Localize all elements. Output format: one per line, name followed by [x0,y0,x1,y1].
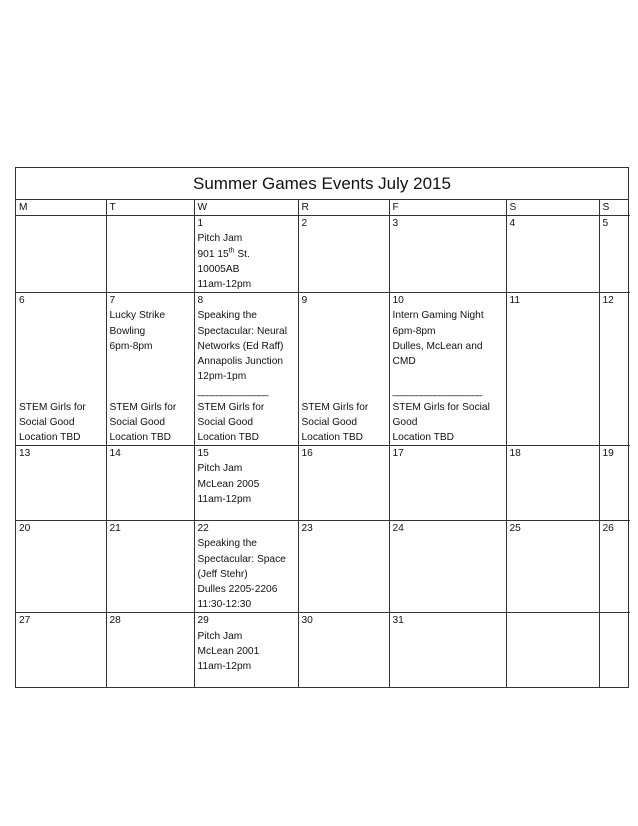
day-cell-top [302,293,386,308]
day-cell-content [603,293,628,445]
day-cell-content [110,216,191,292]
day-cell-top [198,521,295,612]
day-cell-content [302,446,386,520]
day-number: 10 [392,295,404,307]
day-cell [389,293,506,446]
day-cell-top [198,293,295,399]
event-line: Networks (Ed Raff) [197,340,284,352]
day-cell [16,521,106,613]
day-number: 21 [109,523,121,535]
day-cell-content [19,521,103,612]
event-line: Dulles 2205-2206 [197,584,278,596]
day-number: 14 [109,448,121,460]
day-cell-content [393,613,503,687]
day-cell-top [393,521,503,536]
day-cell [298,293,389,446]
day-cell [298,446,389,521]
day-cell-top [110,521,191,536]
day-cell [194,446,298,521]
day-cell-top [302,613,386,628]
day-cell-content [603,216,628,292]
day-cell [298,521,389,613]
day-cell-top [19,521,103,536]
event-line: STEM Girls for [301,401,369,413]
day-cell [106,521,194,613]
day-cell-bottom [393,400,503,446]
event-line: STEM Girls for [19,401,86,413]
day-cell-content [19,446,103,520]
day-cell-content [393,216,503,292]
day-cell-top [603,293,628,308]
calendar-grid [16,200,630,687]
event-line: 6pm-8pm [109,340,153,352]
weekday-header-row [16,200,630,216]
event-line: Pitch Jam [197,233,243,245]
day-cell-top [510,216,596,231]
week-row [16,521,630,613]
event-line: Location TBD [197,432,260,444]
day-number: 17 [392,448,404,460]
day-cell-content [198,293,295,445]
day-cell-content [510,446,596,520]
weekday-header: F [389,200,506,216]
day-cell-top [19,613,103,628]
day-cell [194,293,298,446]
event-line: Intern Gaming Night [392,310,484,322]
day-number: 19 [602,448,614,460]
event-divider: _______________ [197,386,268,398]
day-cell-top [393,446,503,461]
day-cell-bottom [19,400,103,446]
day-cell-bottom [110,400,191,446]
day-cell [389,613,506,687]
day-number: 6 [19,295,25,307]
day-cell [16,293,106,446]
day-number: 7 [109,295,116,307]
day-number: 12 [602,295,614,307]
event-line: 11am-12pm [197,493,252,505]
day-number: 22 [197,523,209,535]
day-number: 29 [197,615,209,627]
day-cell-content [19,613,103,687]
day-cell-content [198,613,295,687]
event-line: 12pm-1pm [197,371,247,383]
event-line: Location TBD [19,432,81,444]
day-cell-top [393,216,503,231]
day-number: 9 [301,295,308,307]
day-cell-top [19,293,103,308]
day-cell [194,216,298,293]
weekday-header: T [106,200,194,216]
day-cell-top [393,293,503,399]
day-number: 8 [197,295,204,307]
day-cell [194,521,298,613]
day-cell [298,216,389,293]
day-number: 28 [109,615,121,627]
day-number: 3 [392,218,399,230]
event-line [393,369,503,384]
day-cell-content [393,446,503,520]
day-cell [16,613,106,687]
day-cell [599,293,630,446]
day-number: 25 [509,523,521,535]
day-cell-content [19,216,103,292]
day-number: 26 [602,523,614,535]
day-cell-top [302,216,386,231]
week-row [16,613,630,687]
event-line: Pitch Jam [197,630,243,642]
day-number: 15 [197,448,209,460]
day-cell-content [510,293,596,445]
day-cell-content [302,216,386,292]
day-cell-top [302,521,386,536]
day-cell-content [510,521,596,612]
day-cell-top [603,216,628,231]
day-number: 23 [301,523,313,535]
weekday-header: R [298,200,389,216]
event-line: Speaking the [197,538,257,550]
event-line: 10005AB [197,263,240,275]
day-cell-top [603,446,628,461]
event-line: Social Good [19,416,75,428]
weekday-header: S [506,200,599,216]
weekday-header: S [599,200,630,216]
day-cell [599,216,630,293]
day-cell-top [198,446,295,507]
day-cell-content [603,613,628,687]
event-line: 11am-12pm [197,279,252,291]
day-cell-content [603,446,628,520]
day-cell-top [603,521,628,536]
event-line: Dulles, McLean and [392,340,483,352]
event-line: CMD [392,356,416,368]
day-cell-top [19,446,103,461]
event-line: STEM Girls for Social [392,401,490,413]
day-cell [506,521,599,613]
day-number: 16 [301,448,313,460]
day-cell-top [198,216,295,292]
day-cell-top [510,521,596,536]
day-cell [16,446,106,521]
event-line: Bowling [109,325,146,337]
event-divider: ___________________ [392,386,482,398]
event-line: McLean 2005 [197,478,260,490]
day-cell [599,446,630,521]
event-line: Social Good [197,416,253,428]
day-cell [389,521,506,613]
event-line: Social Good [109,416,165,428]
day-cell [106,293,194,446]
day-cell [506,613,599,687]
day-number: 2 [301,218,308,230]
event-line: Lucky Strike [109,310,165,322]
day-cell [106,613,194,687]
day-cell-top [510,446,596,461]
day-cell [599,521,630,613]
calendar-title: Summer Games Events July 2015 [16,168,628,200]
day-cell [106,216,194,293]
day-cell-bottom [198,400,295,446]
day-cell [506,446,599,521]
day-cell-bottom [302,400,386,446]
calendar [15,167,629,688]
day-cell [194,613,298,687]
event-line: Social Good [301,416,357,428]
day-number: 4 [509,218,516,230]
day-cell-top [302,446,386,461]
day-cell [389,216,506,293]
day-cell-content [110,293,191,445]
week-row [16,293,630,446]
event-line: 11:30-12:30 [197,599,252,611]
day-number: 13 [19,448,31,460]
day-cell-top [198,613,295,674]
event-line: Location TBD [301,432,364,444]
day-cell-content [603,521,628,612]
day-number: 27 [19,615,31,627]
day-cell [298,613,389,687]
day-cell [16,216,106,293]
day-cell-top [110,446,191,461]
event-line: STEM Girls for [109,401,177,413]
day-number: 5 [602,218,609,230]
event-line: McLean 2001 [197,645,260,657]
day-cell-content [510,216,596,292]
day-number: 18 [509,448,521,460]
event-line: STEM Girls for [197,401,265,413]
day-cell-content [110,613,191,687]
event-line: (Jeff Stehr) [197,568,248,580]
event-line: Location TBD [392,432,455,444]
day-cell-top [393,613,503,628]
event-line: Speaking the [197,310,257,322]
week-row [16,446,630,521]
day-cell [389,446,506,521]
event-line: Spectacular: Space [197,553,286,565]
day-number: 1 [197,218,204,230]
day-cell-content [393,521,503,612]
day-cell-content [510,613,596,687]
day-number: 30 [301,615,313,627]
day-cell-top [110,613,191,628]
event-line: Annapolis Junction [197,356,284,368]
weekday-header: W [194,200,298,216]
day-cell [106,446,194,521]
day-cell-content [393,293,503,445]
event-line: 901 15th St. [197,247,250,260]
event-line: 6pm-8pm [392,325,436,337]
day-cell-content [302,293,386,445]
day-cell-content [110,521,191,612]
event-line: Location TBD [109,432,172,444]
day-number: 31 [392,615,404,627]
day-cell-content [198,216,295,292]
day-cell-content [302,521,386,612]
day-cell-top [110,293,191,354]
day-cell-content [302,613,386,687]
day-number: 24 [392,523,404,535]
day-cell-content [198,521,295,612]
day-cell-content [198,446,295,520]
day-number: 11 [509,295,521,307]
day-cell-content [19,293,103,445]
day-cell [506,293,599,446]
day-cell-top [510,293,596,308]
day-cell [506,216,599,293]
event-line: Good [392,416,418,428]
event-line: Spectacular: Neural [197,325,287,337]
day-cell [599,613,630,687]
weekday-header: M [16,200,106,216]
day-cell-content [110,446,191,520]
day-number: 20 [19,523,31,535]
event-line: Pitch Jam [197,463,243,475]
event-line: 11am-12pm [197,661,252,673]
week-row [16,216,630,293]
